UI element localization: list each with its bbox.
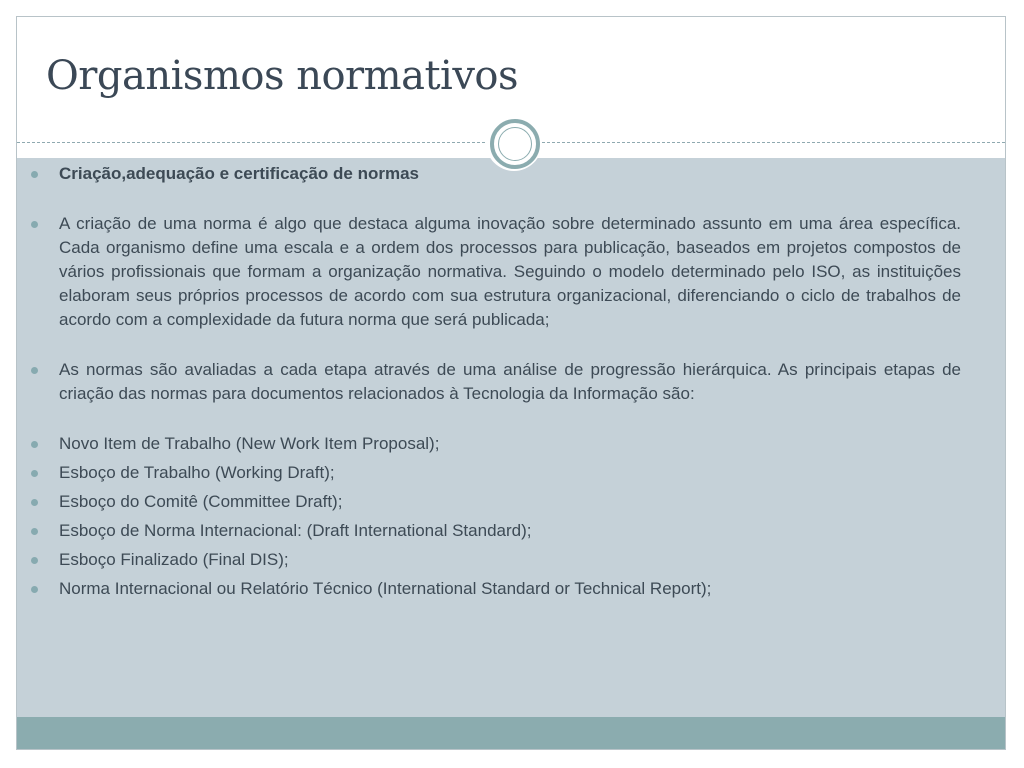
bullet-text: Esboço de Trabalho (Working Draft); — [59, 463, 335, 482]
bullet-dot-icon — [31, 557, 38, 564]
bullet-text: Esboço do Comitê (Committee Draft); — [59, 492, 343, 511]
bullet-text: Esboço de Norma Internacional: (Draft International Standard); — [59, 521, 532, 540]
bullet-dot-icon — [31, 221, 38, 228]
list-item — [27, 519, 961, 543]
list-item — [27, 577, 961, 601]
bullet-dot-icon — [31, 499, 38, 506]
list-item — [27, 358, 961, 406]
bullet-dot-icon — [31, 441, 38, 448]
bullet-text: Esboço Finalizado (Final DIS); — [59, 550, 289, 569]
bullet-dot-icon — [31, 171, 38, 178]
bullet-list — [27, 162, 961, 606]
list-item — [27, 162, 961, 186]
list-item — [27, 490, 961, 514]
bullet-dot-icon — [31, 528, 38, 535]
list-item — [27, 212, 961, 332]
bullet-text: As normas são avaliadas a cada etapa através de uma análise de progressão hierárquica. As principais etapas de criação das normas para documentos relacionados à Tecnologia da Informação são: — [59, 360, 961, 403]
bullet-text: Criação,adequação e certificação de normas — [59, 164, 419, 183]
slide-title: Organismos normativos — [46, 53, 519, 99]
list-item — [27, 432, 961, 456]
bullet-dot-icon — [31, 586, 38, 593]
list-item — [27, 548, 961, 572]
bullet-dot-icon — [31, 470, 38, 477]
bullet-text: Novo Item de Trabalho (New Work Item Proposal); — [59, 434, 440, 453]
list-item — [27, 461, 961, 485]
footer-band — [17, 717, 1005, 750]
bullet-text: A criação de uma norma é algo que destaca alguma inovação sobre determinado assunto em uma área específica. Cada organismo define uma escala e a ordem dos processos para publicação, baseados em projetos compostos de vários profissionais que formam a organização normativa. Seguindo o modelo determinado pelo ISO, as instituições elaboram seus próprios processos de acordo com sua estrutura organizacional, diferenciando o ciclo de trabalhos de acordo com a complexidade da futura norma que será publicada; — [59, 214, 961, 329]
bullet-text: Norma Internacional ou Relatório Técnico (International Standard or Technical Report); — [59, 579, 712, 598]
bullet-dot-icon — [31, 367, 38, 374]
